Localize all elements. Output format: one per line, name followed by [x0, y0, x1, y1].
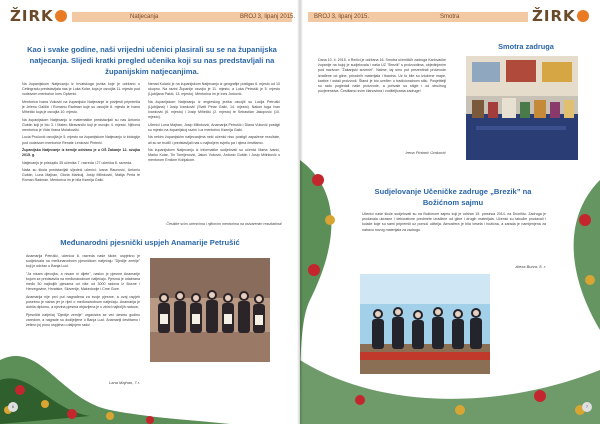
- logo-text: ŽIRK: [532, 7, 576, 25]
- bozicni-signature: Alexa Burza, 8. r.: [515, 264, 546, 269]
- fair-photo: [360, 274, 490, 374]
- column-2: [148, 82, 280, 166]
- smotra-article: [318, 58, 446, 97]
- page-number: 6: [8, 402, 18, 412]
- bozicni-article: [362, 212, 546, 235]
- smotra-signature: Irena Pintarić Oraković: [405, 150, 446, 155]
- fair-photo-image: [360, 274, 490, 374]
- paragraph: Učenici naše škole sudjelovali su na Božićnom sajmu koji je održan 19. prosinca 2014. na Dvorištu. Zadruga je prodavala ukrasne i dekorativne predmete izrađene od gline i drugih materijala. Učenici su također prodavali i kolače koje su sami pripremili uz pomoć učitelja. Atmosfera je bila vesela i božićna, a zarada je namijenjena za nabavu novog materijala za zadrugu.: [362, 212, 546, 232]
- paragraph: Anamarija Petrušić, učenica 8. razreda naše škole, uspješno je sudjelovala na međunarodnom pjesničkom natječaju "Djedije zemlje" koji je održan u Banja Luci.: [26, 254, 140, 269]
- smotra-title: Smotra zadruga: [498, 42, 554, 51]
- right-page: [300, 0, 600, 424]
- header-label: Natjecanja: [130, 14, 159, 20]
- paragraph: Nenad Kolarić je na županijskom Natjecanju iz geografije postigao 6. mjesto od 10 ukupno. Na razini Županije osvojio je 11. mjesto, a Luka Petrušić je 5. mjesto (Ljubljana Pakić, 13. mjesto). Mentorica im je Ines Jurković.: [148, 82, 280, 97]
- paragraph: Na županijskom Natjecanju iz engleskog jezika osvojili su Lucija Petrušić (Ljubljana) i Josip Ivanković (Sveti Petar Galić, 14. mjesto). Nakon toga Ivan Ivanković (6. mjesto) i Josip Mihelčić (2. mjesto) te Sebastian Jakopović (10. mjesto).: [148, 99, 280, 120]
- book-spine: [297, 0, 303, 424]
- column-1: [22, 82, 140, 186]
- bozicni-title: Sudjelovanje Učeničke zadruge „Brezik” na Božićnom sajmu: [374, 187, 532, 207]
- paragraph: Na županijskom Natjecanju iz informatike sudjelovali su učenici Marta Ivanić, Marko Kolar, Tin Tomljenović, Jakov Vuković, Antonio Guštin i Josip Milinković s mentorom Emilom Kobjakom.: [148, 147, 280, 163]
- magazine-logo: [532, 7, 589, 25]
- page-number: 7: [582, 402, 592, 412]
- exhibition-photo-image: [466, 56, 578, 160]
- paragraph: Na županijskom Natjecanju iz matematike predstavljali su nas Antonio Guštin koji je bio 3. i Mateo Miravančić koji je osvojio 4. mjesto. Njihova mentorica je Vida Vrana Molakovčić.: [22, 117, 140, 132]
- paragraph: Mentorica Ivana Vuković na županijsko Natjecanje iz povijesti pripremila je Jelenu Galičić i Romanu Radman koje su osvojile 8. mjesto te Ivanu Mihelčić koja je osvojila 10. mjesto.: [22, 99, 140, 115]
- christmas-garland-icon: [0, 300, 300, 424]
- paragraph: Naša su škola predstavljali sljedeći učenici: Ivana Raunović, Antonio Guštin, Luna Majhan, Gloria Markulj, Josip Milinković, Matija Perla te Roman Radman. Mentorica im je bila Ksenija Galić.: [22, 167, 140, 183]
- logo-o-icon: [55, 10, 67, 22]
- page-title: Kao i svake godine, naši vrijedni učenici plasirali su se na županijska natjecanja. Slijedi kratki pregled učenika koji su nas predstavljali na županijskim natjecanjima.: [27, 45, 277, 76]
- section-title: Međunarodni pjesnički uspjeh Anamarije Petrušić: [60, 238, 240, 247]
- paragraph: "Ja nisam djevojka, a nisam ni dijete", naslov je pjesme Anamarije kojom se predstavila na međunarodnom natječaju. Pjesma je odabrana među 50 najboljih pjesama od više od 3000 radova iz Bosne i Hercegovine, Hrvatske, Slovenije, Makedonije i Crne Gore.: [26, 271, 140, 292]
- column-2-note: Čestitke svim učenicima i njihovim mentorima na ostvarenim rezultatima!: [166, 222, 282, 226]
- paragraph: Dana 10. 4. 2015. u Rečici je održana 16. Smotra učeničkih zadruga Karlovačke županije na kojoj je sudjelovala i naša UZ "Brezik" s proizvodima, objedinjenim pod nazivom "Žakanjski suveniri". Naime, taj smo put prezentirali proizvode izrađene od gline, prirodnih materijala i tkanina. Uz to bile su izložene mape, kartice i ostali proizvodi. Štand je bio uređen u tradicionalnom stilu. Posjetitelji su rado pogledali naše proizvode, a pohvale su stigle i od stručnog povjerenstva. Čestitamo svim članovima i voditeljicama zadruge!: [318, 58, 446, 94]
- paragraph: Anamarija nije prvi put nagrađena za svoje pjesme, a ovaj uspjeh posebno je važan jer je riječ o međunarodnom natječaju. Anamarija je dobila diplomu, a njezina pjesma objavljena je u zbirci najboljih radova.: [26, 294, 140, 310]
- header-meta: BROJ 3, lipanj 2015.: [314, 14, 370, 20]
- bold-paragraph: Županijsko Natjecanje iz kemije održano je u OŠ Žakanje 12. ožujka 2015. g.: [22, 147, 140, 158]
- logo-text: ŽIRK: [10, 7, 54, 25]
- exhibition-photo: [466, 56, 578, 160]
- header-meta: BROJ 3, lipanj 2015.: [240, 14, 296, 20]
- logo-o-icon: [577, 10, 589, 22]
- paragraph: Lucia Pročović osvojila je 5. mjesto na županijskom Natjecanju iz biologije pod vodstvom mentorice Renate Lenković Pinterić.: [22, 135, 140, 145]
- paragraph: Pjesnički natječaj "Djedije zemlje" organizira se već desetu godinu zaredom, a nagrade su dodijeljene u Banja Luci. Anamariji čestitamo i želimo joj puno uspjeha u daljnjem radu!: [26, 312, 140, 327]
- paragraph: Natjecanju je pristupilo 35 učenika 7. razreda i 27 učenika 8. razreda.: [22, 160, 133, 165]
- magazine-logo: [10, 7, 67, 25]
- paragraph: Na županijskom Natjecanju iz hrvatskoga jezika koje je održano u Cetingradu predstavljala nas je Luka Kolar, koja je osvojila 11. mjesto pod vodstvom mentorice Ines Opšenić.: [22, 82, 140, 97]
- article-signature: Lana Majhan, 7.r.: [109, 380, 140, 385]
- header-label: Smotra: [440, 14, 460, 20]
- paragraph: Na nekim županijskim natjecanjima neki učenici nisu postigli zapažene rezultate, ali su se trudili i predstavljali nas u najboljem svjetlu pa i njima čestitamo.: [148, 135, 280, 145]
- paragraph: Učenici Luna Majhan, Josip Milinković, Anamarija Petrušić i Diana Vuković postigli su mjesto na županijskoj razini i uz mentoricu Ksenija Galić.: [148, 122, 280, 132]
